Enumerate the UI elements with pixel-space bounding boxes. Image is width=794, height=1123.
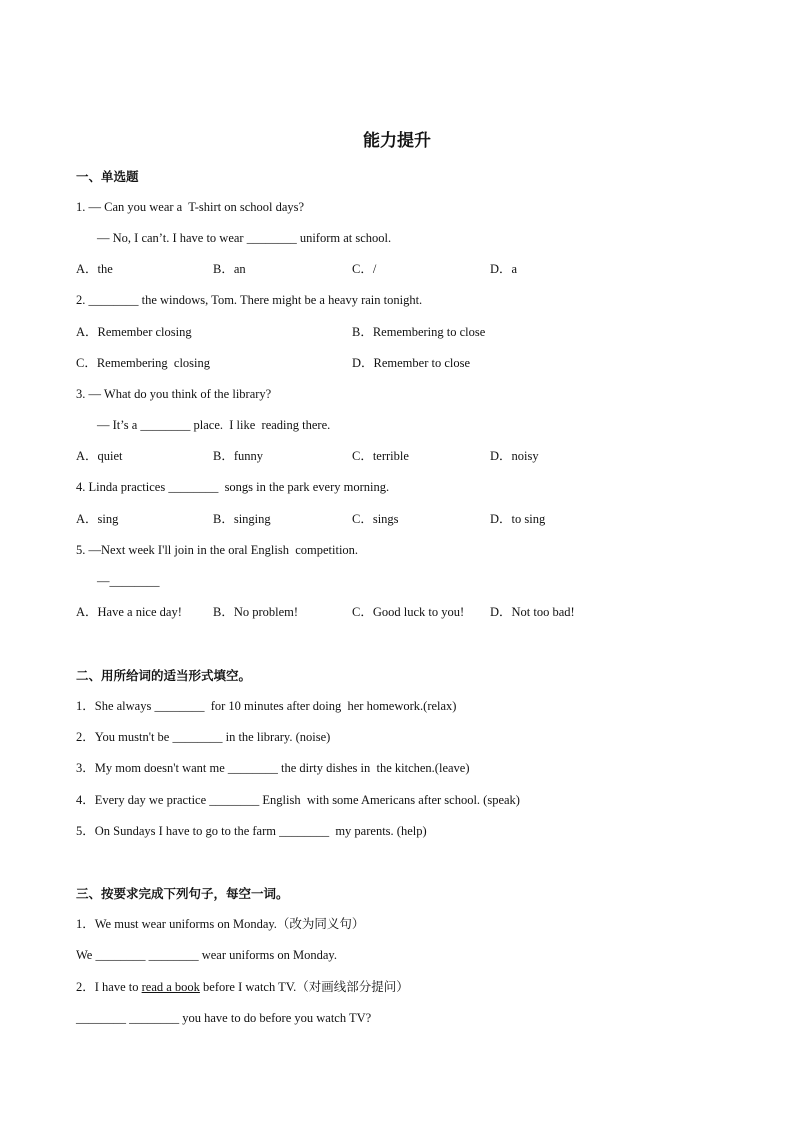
question-4-stem: 4. Linda practices ________ songs in the park every morning.: [76, 480, 390, 494]
question-3-option-b[interactable]: B．funny: [213, 449, 264, 463]
question-2-option-c[interactable]: C．Remembering closing: [76, 356, 211, 370]
page-title: 能力提升: [363, 131, 431, 151]
question-5-line2: —________: [97, 574, 160, 588]
question-1-stem: 1. — Can you wear a T-shirt on school days?: [76, 200, 305, 214]
fill-item-5: 5．On Sundays I have to go to the farm ________ my parents. (help): [76, 824, 427, 838]
question-3-option-a[interactable]: A．quiet: [76, 449, 123, 463]
question-2-option-d[interactable]: D．Remember to close: [352, 356, 471, 370]
question-5-option-d[interactable]: D．Not too bad!: [490, 605, 575, 619]
rewrite-item-2: [76, 979, 409, 995]
fill-item-3: 3．My mom doesn't want me ________ the dirty dishes in the kitchen.(leave): [76, 761, 470, 775]
question-5-option-c[interactable]: C．Good luck to you!: [352, 605, 465, 619]
question-5-option-a[interactable]: A．Have a nice day!: [76, 605, 182, 619]
question-1-option-b[interactable]: B．an: [213, 262, 246, 276]
fill-item-1: 1．She always ________ for 10 minutes after doing her homework.(relax): [76, 699, 457, 713]
question-4-option-d[interactable]: D．to sing: [490, 512, 546, 526]
question-2-option-b[interactable]: B．Remembering to close: [352, 325, 486, 339]
fill-item-4: 4．Every day we practice ________ English with some Americans after school. (speak): [76, 793, 520, 807]
rewrite-item-2-suffix: before I watch TV.（对画线部分提问）: [199, 980, 409, 994]
question-1-option-c[interactable]: C．/: [352, 262, 377, 276]
question-3-line2: — It’s a ________ place. I like reading there.: [97, 418, 331, 432]
fill-item-2: 2．You mustn't be ________ in the library. (noise): [76, 730, 331, 744]
question-4-option-b[interactable]: B．singing: [213, 512, 271, 526]
section-heading-fill-in: 二、用所给词的适当形式填空。: [76, 668, 252, 683]
section-heading-single-choice: 一、单选题: [76, 169, 139, 184]
rewrite-item-1-answer-line: We ________ ________ wear uniforms on Monday.: [76, 948, 337, 962]
question-5-stem: 5. —Next week I'll join in the oral English competition.: [76, 543, 359, 557]
underlined-phrase: read a book: [141, 980, 200, 994]
question-3-option-d[interactable]: D．noisy: [490, 449, 539, 463]
section-heading-rewrite: 三、按要求完成下列句子，每空一词。: [76, 886, 289, 901]
question-3-option-c[interactable]: C．terrible: [352, 449, 409, 463]
rewrite-item-2-answer-line: ________ ________ you have to do before you watch TV?: [76, 1011, 372, 1025]
question-1-option-d[interactable]: D．a: [490, 262, 518, 276]
question-4-option-a[interactable]: A．sing: [76, 512, 119, 526]
rewrite-item-1: 1．We must wear uniforms on Monday.（改为同义句）: [76, 917, 365, 931]
question-3-stem: 3. — What do you think of the library?: [76, 387, 272, 401]
question-2-option-a[interactable]: A．Remember closing: [76, 325, 192, 339]
question-4-option-c[interactable]: C．sings: [352, 512, 399, 526]
question-1-option-a[interactable]: A．the: [76, 262, 113, 276]
question-1-line2: — No, I can’t. I have to wear ________ uniform at school.: [97, 231, 392, 245]
question-5-option-b[interactable]: B．No problem!: [213, 605, 299, 619]
rewrite-item-2-prefix: 2．I have to: [76, 980, 142, 994]
question-2-stem: 2. ________ the windows, Tom. There might be a heavy rain tonight.: [76, 293, 423, 307]
